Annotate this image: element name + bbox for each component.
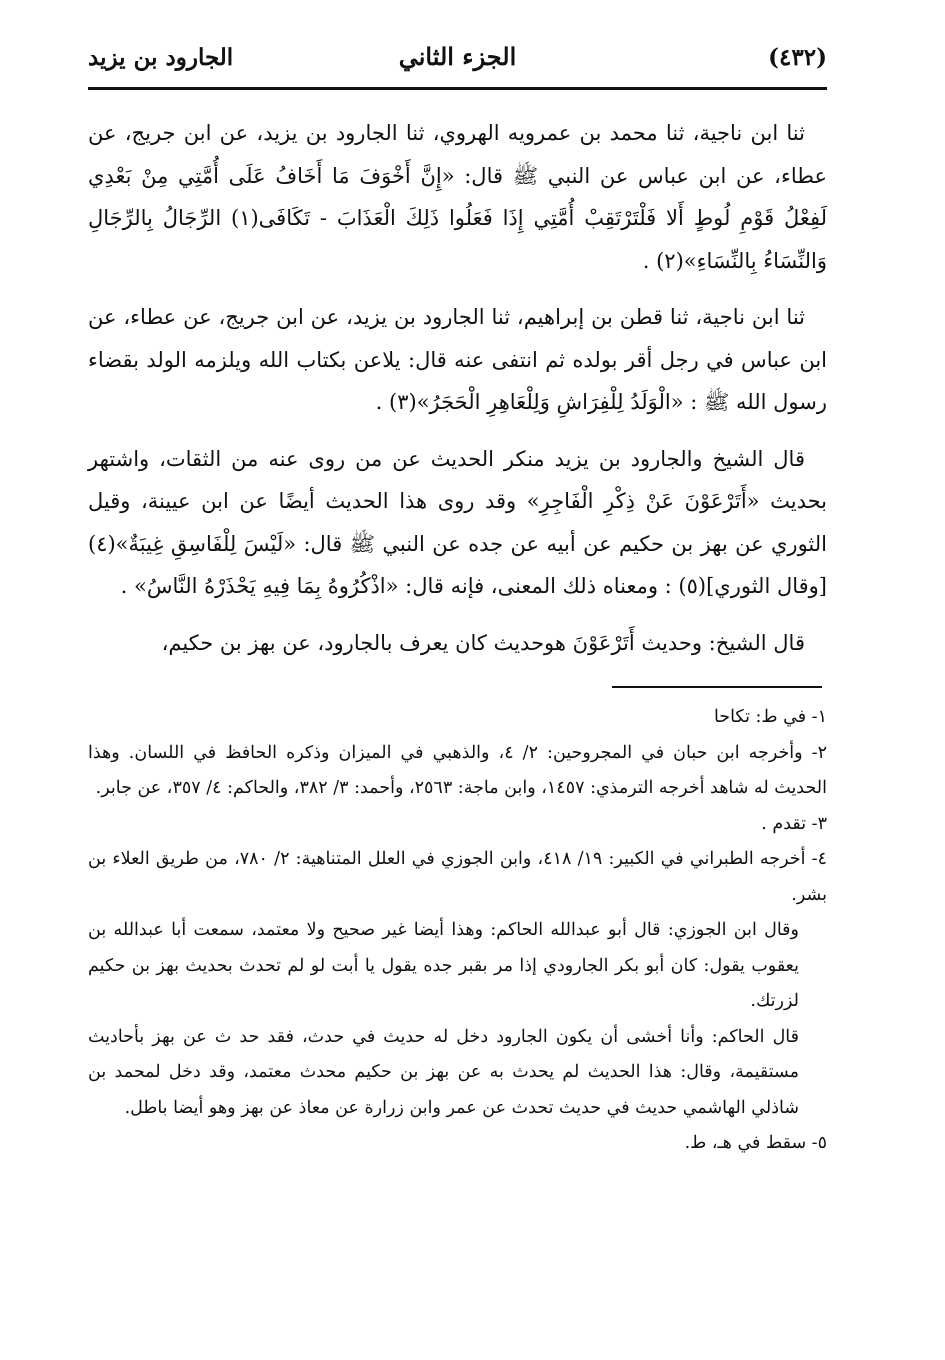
footnote: ٢- وأخرجه ابن حبان في المجروحين: ٢/ ٤، والذهبي في الميزان وذكره الحافظ في اللسان. وهذا الحديث له شاهد أخرجه الترمذي: ١٤٥٧، وابن ماجة: ٢٥٦٣، وأحمد: ٣/ ٣٨٢، والحاكم: ٤/ ٣٥٧، عن جابر. bbox=[88, 742, 827, 798]
footnote: ٣- تقدم . bbox=[761, 813, 827, 834]
paragraph: ثنا ابن ناجية، ثنا قطن بن إبراهيم، ثنا الجارود بن يزيد، عن ابن جريج، عن عطاء، عن ابن عباس في رجل أقر بولده ثم انتفى عنه قال: يلاعن بكتاب الله ويلزمه الولد بقضاء رسول الله ﷺ : «الْوَلَدُ لِلْفِرَاشِ وَلِلْعَاهِرِ الْحَجَرُ»(٣) . bbox=[88, 305, 827, 414]
main-text bbox=[88, 112, 827, 678]
footnote: ١- في ط: تكاحا bbox=[713, 707, 827, 727]
part-title: الجزء الثاني bbox=[398, 42, 517, 71]
paragraph: قال الشيخ: وحديث أَتَرْعَوْنَ هوحديث كان يعرف بالجارود، عن بهز بن حكيم، bbox=[161, 630, 805, 655]
page-number: (٤٣٢) bbox=[768, 44, 827, 71]
paragraph: ثنا ابن ناجية، ثنا محمد بن عمرويه الهروي، ثنا الجارود بن يزيد، عن ابن جريج، عن عطاء، عن ابن عباس عن النبي ﷺ قال: «إِنَّ أَخْوَفَ مَا أَخَافُ عَلَى أُمَّتِي مِنْ بَعْدِي لَفِعْلُ قَوْمِ لُوطٍ أَلا فَلْتَرْتَقِبْ أُمَّتِي إِذَا فَعَلُوا ذَلِكَ الْعَذَابَ - تَكَافَى(١) الرِّجَالُ بِالرِّجَالِ وَالنِّسَاءُ بِالنِّسَاءِ»(٢) . bbox=[88, 121, 827, 273]
entry-title: الجارود بن يزيد bbox=[88, 44, 234, 71]
footnotes bbox=[88, 700, 827, 1162]
header-rule bbox=[88, 87, 827, 90]
paragraph: قال الشيخ والجارود بن يزيد منكر الحديث عن من روى عنه من الثقات، واشتهر بحديث «أَتَرْعَوْنَ عَنْ ذِكْرِ الْفَاجِرِ» وقد روى هذا الحديث أيضًا عن ابن عيينة، وقيل الثوري عن بهز بن حكيم عن أبيه عن جده عن النبي ﷺ قال: «لَيْسَ لِلْفَاسِقِ غِيبَةٌ»(٤) [وقال الثوري](٥) : ومعناه ذلك المعنى، فإنه قال: «اذْكُرُوهُ بِمَا فِيهِ يَحْذَرْهُ النَّاسُ» . bbox=[88, 446, 827, 598]
footnote: ٥- سقط في هـ، ط. bbox=[684, 1133, 827, 1153]
footnote: ٤- أخرجه الطبراني في الكبير: ١٩/ ٤١٨، وابن الجوزي في العلل المتناهية: ٢/ ٧٨٠، من طريق العلاء بن بشر. bbox=[88, 849, 827, 905]
footnote-continuation: وقال ابن الجوزي: قال أبو عبدالله الحاكم: وهذا أيضا غير صحيح ولا معتمد، سمعت أبا عبدالله بن يعقوب يقول: كان أبو بكر الجارودي إذا مر بقبر جده يقول يا أبت لو لم تحدث بحديث بهز بن حكيم لزرتك. bbox=[88, 920, 799, 1011]
footnote-continuation: قال الحاكم: وأنا أخشى أن يكون الجارود دخل له حديث في حدث، فقد حد ث عن بهز بأحاديث مستقيمة، وقال: هذا الحديث لم يحدث به عن بهز بن حكيم محدث معتمد، وقد دخل لمحمد بن شاذلي الهاشمي حديث في حديث تحدث عن عمر وابن زرارة عن معاذ عن بهز وهو أيضا باطل. bbox=[88, 1026, 799, 1118]
footnote-divider bbox=[612, 686, 822, 688]
page-header bbox=[88, 38, 827, 88]
